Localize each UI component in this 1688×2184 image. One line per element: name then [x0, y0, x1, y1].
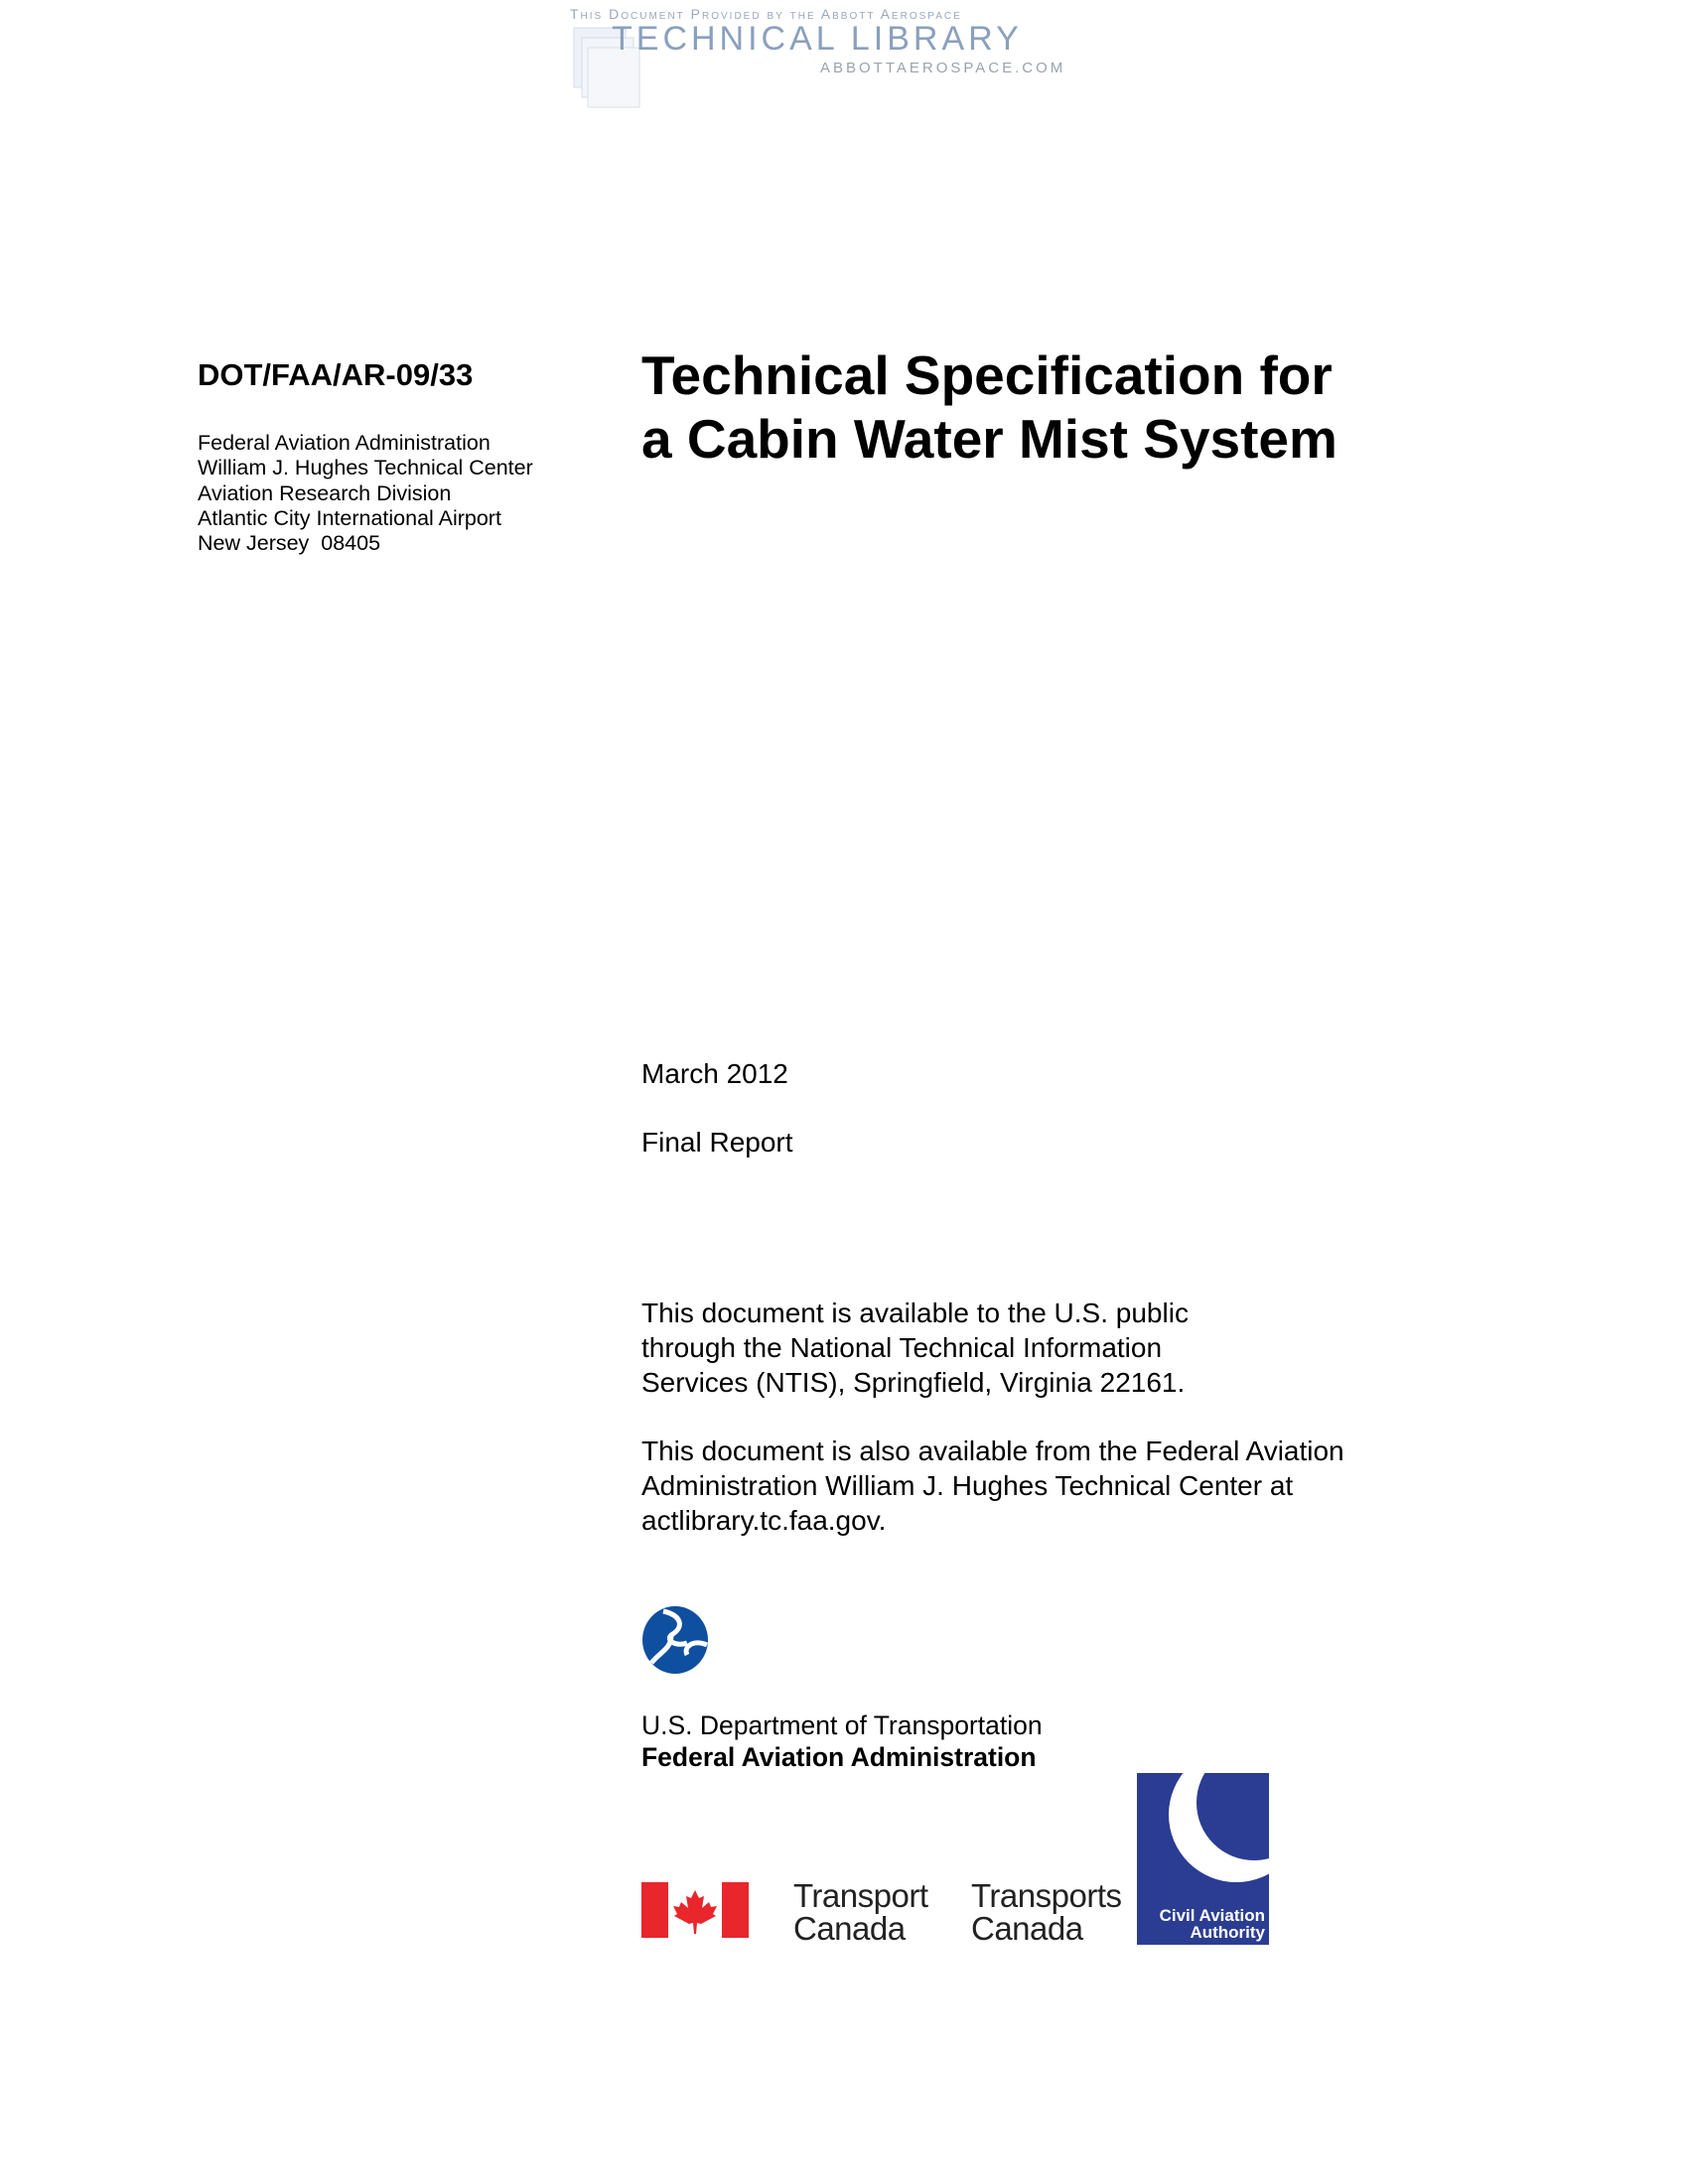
- dot-triskelion-logo-icon: [641, 1605, 709, 1675]
- text-line: Administration William J. Hughes Technical Center at: [641, 1470, 1294, 1501]
- availability-ntis: [641, 1296, 1189, 1400]
- watermark-line3: ABBOTTAEROSPACE.COM: [820, 60, 1066, 76]
- text-line: This document is also available from the Federal Aviation: [641, 1435, 1344, 1466]
- text-line: Authority: [1190, 1923, 1265, 1942]
- agency-block: [641, 1709, 1043, 1773]
- watermark-line1: This Document Provided by the Abbott Aerospace: [570, 6, 962, 22]
- caa-logo: [1137, 1773, 1269, 1945]
- canada-flag-icon: [641, 1882, 749, 1938]
- text-line: Services (NTIS), Springfield, Virginia 22161.: [641, 1367, 1186, 1398]
- department-name: U.S. Department of Transportation: [641, 1710, 1043, 1740]
- report-date: March 2012: [641, 1058, 788, 1089]
- text-line: actlibrary.tc.faa.gov.: [641, 1505, 887, 1536]
- transport-canada-wordmark: [793, 1879, 928, 1945]
- address-line: William J. Hughes Technical Center: [198, 456, 533, 480]
- text-line: Canada: [971, 1910, 1083, 1947]
- address-line: Federal Aviation Administration: [198, 431, 491, 455]
- caa-wordmark: [1160, 1907, 1265, 1941]
- text-line: This document is available to the U.S. public: [641, 1297, 1189, 1328]
- abbott-watermark: [570, 4, 1086, 113]
- address-line: Aviation Research Division: [198, 480, 452, 505]
- title-line: Technical Specification for: [641, 344, 1333, 406]
- availability-faa: [641, 1433, 1344, 1538]
- administration-name: Federal Aviation Administration: [641, 1742, 1037, 1772]
- text-line: Civil Aviation: [1159, 1906, 1265, 1925]
- text-line: through the National Technical Information: [641, 1332, 1163, 1363]
- text-line: Transport: [793, 1877, 928, 1914]
- report-number: DOT/FAA/AR-09/33: [198, 357, 474, 392]
- transports-canada-wordmark: [971, 1879, 1122, 1945]
- title-line: a Cabin Water Mist System: [641, 408, 1337, 470]
- report-type: Final Report: [641, 1127, 793, 1158]
- page-title: [641, 343, 1337, 471]
- text-line: Transports: [971, 1877, 1122, 1914]
- text-line: Canada: [793, 1910, 906, 1947]
- address-line: New Jersey 08405: [198, 531, 381, 556]
- address-line: Atlantic City International Airport: [198, 505, 501, 530]
- address-block: [198, 431, 533, 556]
- watermark-line2: TECHNICAL LIBRARY: [612, 20, 1023, 58]
